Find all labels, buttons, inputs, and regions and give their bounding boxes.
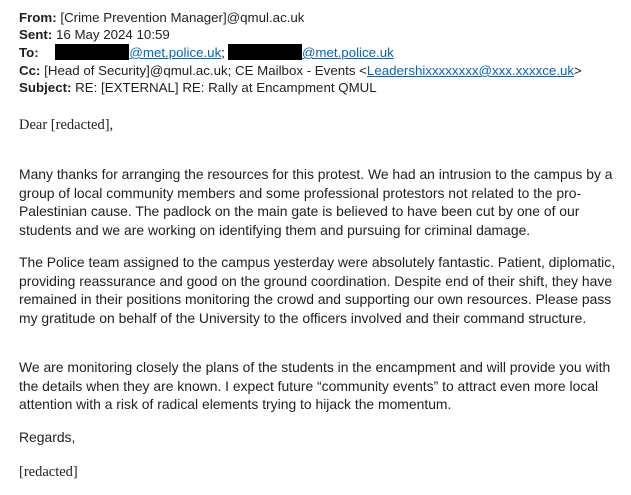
subject-value: RE: [EXTERNAL] RE: Rally at Encampment QMUL bbox=[75, 80, 377, 95]
cc-close: > bbox=[574, 63, 582, 78]
from-row bbox=[19, 9, 304, 26]
cc-label: Cc: bbox=[19, 63, 41, 78]
to-recipient-link[interactable]: @met.police.uk bbox=[129, 45, 222, 60]
from-value: [Crime Prevention Manager]@qmul.ac.uk bbox=[60, 10, 305, 25]
body-paragraph: Many thanks for arranging the resources for this protest. We had an intrusion to the campus by a group of local community members and some professional protestors not related to the pro-Palestinian cause. The padlock on the main gate is believed to have been cut by one of our students and we are working on identifying them and pursuing for criminal damage. bbox=[19, 166, 613, 238]
body-paragraph: The Police team assigned to the campus yesterday were absolutely fantastic. Patient, diplomatic, providing reassurance and good on the ground coordination. Despite end of their shift, they have remained in their positions monitoring the crowd and supporting our own resources. Please pass my gratitude on behalf of the University to the officers involved and their command structure. bbox=[19, 254, 616, 326]
from-label: From: bbox=[19, 10, 57, 25]
body-paragraph: We are monitoring closely the plans of the students in the encampment and will provide you with the details when they are known. I expect future “community events” to attract even more local attention with a risk of radical elements trying to hijack the momentum. bbox=[19, 359, 611, 413]
signature: [redacted] bbox=[19, 464, 78, 480]
subject-row bbox=[19, 79, 377, 96]
greeting: Dear [redacted], bbox=[19, 117, 114, 133]
closing: Regards, bbox=[19, 429, 76, 445]
cc-mailbox-link[interactable]: Leadershixxxxxxxx@xxx.xxxxce.uk bbox=[366, 63, 575, 78]
recipient-separator: ; bbox=[221, 45, 225, 60]
sent-row bbox=[19, 26, 170, 43]
cc-value: [Head of Security]@qmul.ac.uk; CE Mailbox - Events < bbox=[44, 63, 367, 78]
subject-label: Subject: bbox=[19, 80, 72, 95]
cc-row bbox=[19, 62, 582, 79]
to-label: To: bbox=[19, 45, 39, 60]
sent-value: 16 May 2024 10:59 bbox=[55, 27, 170, 42]
redaction-box bbox=[228, 44, 302, 60]
to-row bbox=[19, 44, 394, 61]
redaction-box bbox=[55, 44, 129, 60]
to-recipient-link[interactable]: @met.police.uk bbox=[301, 45, 394, 60]
sent-label: Sent: bbox=[19, 27, 53, 42]
